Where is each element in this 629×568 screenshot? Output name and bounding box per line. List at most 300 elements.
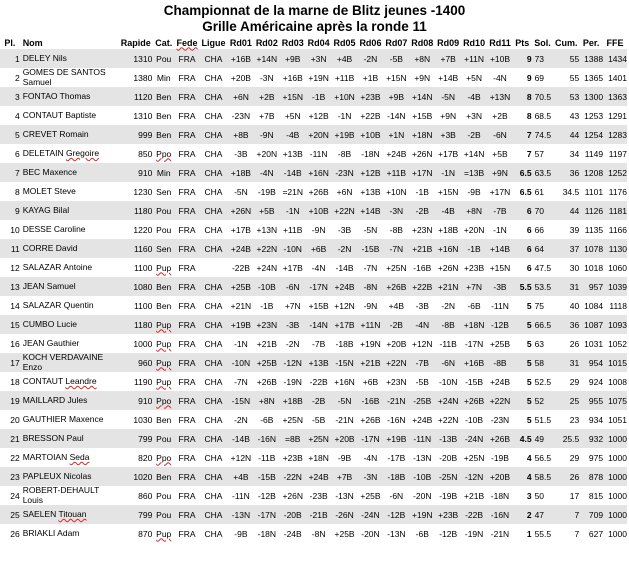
cell-round-result: +15N <box>489 262 511 273</box>
cell-pl: 17 <box>10 357 20 368</box>
cell-round-result: +8N <box>466 205 482 216</box>
cell-round-result: +25N <box>386 262 407 273</box>
cell-sol: 50 <box>534 490 545 501</box>
cell-round-result: -7N <box>363 262 378 273</box>
cell-ligue: CHA <box>204 53 223 64</box>
cell-round-result: -10N <box>231 357 251 368</box>
cell-per: 878 <box>588 471 604 482</box>
cell-round-result: +5N <box>466 72 482 83</box>
cell-round-result: +15B <box>308 300 329 311</box>
cell-round-result: +5B <box>259 205 275 216</box>
cell-round-result: +26N <box>411 148 433 159</box>
cell-fede: FRA <box>178 224 196 235</box>
cell-pl: 4 <box>14 110 20 121</box>
cell-pl: 12 <box>10 262 20 273</box>
cell-rapide: 1160 <box>134 243 153 254</box>
cell-cat: Ppo <box>156 148 172 159</box>
column-header: Pts <box>515 37 530 48</box>
cell-round-result: +26B <box>360 414 381 425</box>
cell-sol: 68.5 <box>534 110 552 121</box>
cell-round-result: -20N <box>413 490 432 501</box>
cell-fede: FRA <box>178 300 196 311</box>
cell-pl: 23 <box>10 471 20 482</box>
table-row <box>0 144 627 163</box>
cell-round-result: +8N <box>258 395 275 406</box>
cell-ffe: 1118 <box>609 300 627 311</box>
cell-nom: JEAN Gauthier <box>22 337 80 348</box>
table-row <box>0 429 627 448</box>
cell-round-result: +23B <box>360 91 381 102</box>
cell-round-result: +3N <box>310 53 327 64</box>
cell-pts: 6 <box>526 262 532 273</box>
cell-ffe: 1000 <box>608 433 627 444</box>
cell-rapide: 870 <box>138 528 153 539</box>
cell-sol: 74.5 <box>534 129 552 140</box>
cell-ligue: CHA <box>204 243 223 254</box>
cell-ffe: 1176 <box>608 186 627 197</box>
cell-round-result: +10N <box>386 186 407 197</box>
cell-cum: 44 <box>569 129 580 140</box>
cell-rapide: 999 <box>138 129 153 140</box>
cell-cat: Min <box>156 167 171 178</box>
cell-round-result: -7B <box>415 357 429 368</box>
cell-fede: FRA <box>178 433 196 444</box>
cell-round-result: -1B <box>260 300 274 311</box>
cell-pts: 5 <box>526 319 532 330</box>
cell-nom: GOMES DE SANTOS Samuel <box>22 68 106 87</box>
cell-round-result: +2B <box>492 110 508 121</box>
cell-round-result: +15N <box>437 186 459 197</box>
player-surname: CONTAUT <box>22 375 66 386</box>
cell-fede: FRA <box>178 129 196 140</box>
cell-round-result: -1N <box>493 224 507 235</box>
cell-round-result: +17N <box>411 167 433 178</box>
cell-round-result: -12N <box>464 471 484 482</box>
player-firstname: Leandre <box>65 375 97 386</box>
cell-fede: FRA <box>178 281 196 292</box>
cell-rapide: 1030 <box>133 414 153 425</box>
cell-round-result: +18B <box>282 395 303 406</box>
cell-round-result: +2B <box>259 91 275 102</box>
cell-round-result: -10B <box>465 414 484 425</box>
cell-pts: 4 <box>526 452 532 463</box>
cell-cum: 26 <box>569 338 580 349</box>
cell-round-result: -6B <box>415 528 429 539</box>
cell-round-result: +24B <box>489 376 511 387</box>
cell-fede: FRA <box>178 53 196 64</box>
cell-round-result: -14B <box>283 167 302 178</box>
cell-ffe: 1075 <box>608 395 627 406</box>
cell-pts: 4 <box>526 471 532 482</box>
cell-round-result: -14B <box>335 262 354 273</box>
cell-round-result: +20N <box>256 148 278 159</box>
cell-rapide: 1020 <box>133 471 153 482</box>
cell-round-result: -24N <box>361 509 380 520</box>
cell-round-result: -12N <box>283 357 302 368</box>
cell-round-result: -4N <box>259 167 274 178</box>
cell-round-result: -19B <box>439 490 458 501</box>
cell-round-result: -11N <box>491 300 509 311</box>
cell-cum: 34.5 <box>562 186 580 197</box>
cell-pts: 8 <box>526 91 532 102</box>
cell-cum: 30 <box>569 262 580 273</box>
cell-round-result: +25B <box>334 528 355 539</box>
cell-rapide: 850 <box>138 148 153 159</box>
cell-round-result: +12N <box>411 338 433 349</box>
cell-ffe: 1000 <box>608 528 627 539</box>
cell-round-result: +19N <box>360 338 381 349</box>
report-title: Championnat de la marne de Blitz jeunes -1400 <box>163 3 466 18</box>
cell-fede: FRA <box>178 509 196 520</box>
cell-round-result: +9B <box>388 91 405 102</box>
cell-round-result: -12B <box>257 490 276 501</box>
table-row <box>0 49 627 68</box>
cell-round-result: +16B <box>230 53 251 64</box>
cell-round-result: -22B <box>309 376 328 387</box>
cell-round-result: -5N <box>363 224 378 235</box>
cell-round-result: +16B <box>282 72 303 83</box>
column-header: Rd09 <box>437 37 460 48</box>
cell-round-result: +20B <box>334 433 355 444</box>
cell-sol: 58.5 <box>534 471 552 482</box>
cell-fede: FRA <box>178 91 196 102</box>
cell-round-result: -15N <box>335 357 354 368</box>
cell-round-result: +26B <box>464 395 485 406</box>
cell-round-result: +23B <box>438 509 459 520</box>
cell-round-result: -3B <box>234 148 248 159</box>
cell-fede: FRA <box>178 186 196 197</box>
table-row <box>0 410 627 429</box>
cell-pl: 21 <box>10 433 20 444</box>
cell-ligue: CHA <box>204 338 223 349</box>
column-header: Rd05 <box>333 37 356 48</box>
cell-cum: 40 <box>569 300 580 311</box>
cell-rapide: 1120 <box>134 91 153 102</box>
cell-round-result: -11N <box>232 490 250 501</box>
cell-nom: BEC Maxence <box>22 166 78 177</box>
cell-round-result: -14B <box>231 433 250 444</box>
cell-rapide: 960 <box>138 357 153 368</box>
cell-round-result: +10B <box>360 129 381 140</box>
cell-pl: 5 <box>14 129 20 140</box>
cell-round-result: +17B <box>334 319 355 330</box>
cell-cat: Ben <box>156 281 172 292</box>
cell-fede: FRA <box>178 528 196 539</box>
column-header: Rd08 <box>411 37 434 48</box>
cell-fede: FRA <box>178 395 196 406</box>
cell-cum: 53 <box>569 91 580 102</box>
cell-round-result: -22B <box>465 509 484 520</box>
cell-round-result: -3B <box>493 281 507 292</box>
cell-round-result: -24B <box>283 528 302 539</box>
cell-sol: 61 <box>534 186 545 197</box>
cell-round-result: +1N <box>388 129 405 140</box>
cell-rapide: 1380 <box>133 72 153 83</box>
cell-round-result: +20N <box>308 129 329 140</box>
cell-nom <box>20 505 119 524</box>
cell-round-result: +15N <box>282 91 304 102</box>
report-subtitle: Grille Américaine après la ronde 11 <box>202 19 427 34</box>
cell-pl: 10 <box>10 224 20 235</box>
cell-round-result: +9N <box>440 110 457 121</box>
cell-round-result: +6B <box>362 376 379 387</box>
table-row <box>0 239 627 258</box>
cell-nom: BRIAKLI Adam <box>22 527 80 538</box>
cell-sol: 53.5 <box>534 281 552 292</box>
cell-round-result: -4N <box>493 72 507 83</box>
cell-round-result: -21N <box>490 528 510 539</box>
cell-round-result: +7B <box>259 110 275 121</box>
cell-round-result: -1B <box>415 186 429 197</box>
cell-sol: 52 <box>534 395 545 406</box>
cell-round-result: +17B <box>438 148 459 159</box>
cell-pts: 3 <box>526 490 532 501</box>
cell-round-result: +3B <box>440 129 456 140</box>
cell-cat: Pup <box>156 357 172 368</box>
cell-ligue: CHA <box>204 433 223 444</box>
cell-round-result: -13N <box>335 490 354 501</box>
cell-round-result: +13N <box>256 224 278 235</box>
cell-round-result: -3N <box>363 471 378 482</box>
cell-round-result: +11N <box>464 53 485 64</box>
cell-round-result: -4B <box>467 91 481 102</box>
cell-round-result: -7B <box>312 338 326 349</box>
cell-ligue: CHA <box>204 129 223 140</box>
cell-cat: Ben <box>156 414 172 425</box>
cell-round-result: +18N <box>308 452 329 463</box>
cell-round-result: -5B <box>312 414 326 425</box>
cell-round-result: -16N <box>490 509 510 520</box>
cell-per: 1300 <box>584 91 604 102</box>
cell-cum: 43 <box>569 110 580 121</box>
cell-round-result: +12B <box>308 110 329 121</box>
cell-round-result: -15B <box>257 471 276 482</box>
table-row <box>0 448 627 467</box>
cell-pts: 1 <box>526 528 532 539</box>
cell-round-result: -21N <box>335 414 354 425</box>
cell-ligue: CHA <box>204 319 223 330</box>
cell-cum: 55 <box>569 53 580 64</box>
cell-ffe: 1008 <box>608 376 627 387</box>
cell-round-result: -25N <box>438 471 458 482</box>
table-row <box>0 296 627 315</box>
cell-round-result: +9B <box>285 53 301 64</box>
cell-round-result: +26B <box>489 433 511 444</box>
cell-pts: 6.5 <box>519 167 532 178</box>
cell-round-result: +12B <box>360 167 381 178</box>
cell-round-result: +25N <box>463 452 485 463</box>
cell-round-result: +23B <box>464 262 485 273</box>
cell-round-result: -9N <box>259 129 274 140</box>
cell-nom: KAYAG Bilal <box>22 204 70 215</box>
cell-round-result: +17B <box>282 262 303 273</box>
cell-round-result: +7B <box>336 471 353 482</box>
cell-pl: 19 <box>10 395 20 406</box>
cell-cum: 39 <box>569 224 580 235</box>
cell-per: 954 <box>588 357 604 368</box>
cell-cum: 31 <box>569 281 580 292</box>
cell-ligue: CHA <box>204 357 223 368</box>
column-header: Rd11 <box>489 37 511 48</box>
cell-ligue: CHA <box>204 414 223 425</box>
column-header: Rd07 <box>385 37 408 48</box>
cell-pts: 9 <box>526 53 532 64</box>
cell-sol: 75 <box>534 300 545 311</box>
cell-cum: 36 <box>569 319 580 330</box>
column-header: Rd02 <box>255 37 278 48</box>
cell-pts: 5 <box>526 376 532 387</box>
cell-round-result: =8B <box>285 433 301 444</box>
cell-round-result: -21B <box>309 509 328 520</box>
column-header: Cat. <box>155 37 173 48</box>
cell-fede: FRA <box>178 243 196 254</box>
cell-ffe: 1000 <box>608 471 627 482</box>
cell-round-result: -3N <box>259 72 274 83</box>
cell-round-result: +5B <box>492 148 508 159</box>
cell-cat: Pup <box>156 376 172 387</box>
cell-sol: 57 <box>534 148 545 159</box>
table-row <box>0 182 627 201</box>
cell-round-result: -16B <box>413 262 432 273</box>
column-header: Ligue <box>201 37 226 48</box>
cell-fede: FRA <box>178 490 196 501</box>
cell-round-result: +7B <box>440 53 456 64</box>
cell-cum: 55 <box>569 72 580 83</box>
cell-round-result: +11N <box>360 319 381 330</box>
column-header: Rd01 <box>229 37 252 48</box>
cell-per: 932 <box>588 433 604 444</box>
cell-rapide: 910 <box>138 395 153 406</box>
cell-cat: Ben <box>156 300 172 311</box>
cell-ligue: CHA <box>204 528 223 539</box>
cell-round-result: -10B <box>413 471 432 482</box>
cell-ffe: 1000 <box>608 509 627 520</box>
column-header: Sol. <box>534 37 551 48</box>
cell-round-result: +24N <box>437 395 459 406</box>
cell-round-result: +6B <box>310 243 327 254</box>
cell-round-result: -10N <box>438 376 458 387</box>
cell-round-result: +19N <box>308 72 329 83</box>
cell-ligue: CHA <box>204 72 223 83</box>
column-header: Rapide <box>120 37 151 48</box>
cell-fede: FRA <box>178 471 196 482</box>
cell-cat: Ben <box>156 471 172 482</box>
standings-table <box>0 36 627 543</box>
cell-cum: 31 <box>569 357 580 368</box>
cell-pts: 5 <box>526 414 532 425</box>
cell-pl: 9 <box>14 205 20 216</box>
cell-sol: 66.5 <box>534 319 552 330</box>
cell-pl: 26 <box>10 528 20 539</box>
cell-pl: 6 <box>14 148 20 159</box>
table-row <box>0 524 627 543</box>
cell-round-result: +25N <box>282 414 304 425</box>
cell-round-result: +25B <box>256 357 277 368</box>
cell-round-result: +21B <box>412 243 433 254</box>
cell-ligue: CHA <box>204 376 223 387</box>
cell-round-result: -5N <box>337 395 352 406</box>
cell-per: 1031 <box>584 338 604 349</box>
cell-cat: Pou <box>156 53 172 64</box>
cell-rapide: 1180 <box>134 319 153 330</box>
cell-cat: Pou <box>156 224 172 235</box>
cell-round-result: +16B <box>464 357 485 368</box>
cell-round-result: -5N <box>234 186 248 197</box>
cell-round-result: +11B <box>386 167 407 178</box>
cell-round-result: -11N <box>309 148 328 159</box>
cell-ffe: 1363 <box>608 91 627 102</box>
cell-ligue: CHA <box>204 110 223 121</box>
cell-pts: 6.5 <box>519 186 532 197</box>
cell-rapide: 1230 <box>133 186 153 197</box>
cell-per: 1078 <box>584 243 604 254</box>
cell-round-result: +4B <box>233 471 249 482</box>
cell-rapide: 1220 <box>133 224 153 235</box>
cell-round-result: -9B <box>234 528 248 539</box>
cell-sol: 56.5 <box>534 452 552 463</box>
cell-round-result: -2N <box>234 414 248 425</box>
player-firstname: Titouan <box>58 508 87 519</box>
table-row <box>0 353 627 372</box>
cell-round-result: +22B <box>412 281 433 292</box>
cell-round-result: +19B <box>334 129 355 140</box>
cell-sol: 70 <box>534 205 545 216</box>
cell-round-result: -18N <box>257 528 277 539</box>
cell-round-result: +18B <box>438 224 459 235</box>
column-header: Pl. <box>4 37 16 48</box>
cell-per: 975 <box>588 452 604 463</box>
cell-ffe: 1252 <box>608 167 627 178</box>
cell-cum: 36 <box>569 167 580 178</box>
cell-nom: GAUTHIER Maxence <box>22 413 104 424</box>
cell-round-result: -23N <box>231 110 251 121</box>
table-body <box>0 49 627 543</box>
cell-round-result: -21N <box>387 395 406 406</box>
cell-round-result: -2N <box>363 53 378 64</box>
cell-round-result: +8N <box>414 53 431 64</box>
cell-ligue: CHA <box>204 167 223 178</box>
cell-pl: 1 <box>14 53 20 64</box>
cell-round-result: -6N <box>389 490 404 501</box>
cell-cat: Ben <box>156 110 172 121</box>
cell-per: 924 <box>588 376 604 387</box>
player-firstname: Gregoire <box>65 147 100 158</box>
cell-round-result: -11N <box>413 433 432 444</box>
cell-round-result: +22N <box>256 243 278 254</box>
cell-round-result: -1B <box>467 243 481 254</box>
cell-round-result: -5B <box>415 376 429 387</box>
cell-round-result: -3B <box>286 319 300 330</box>
cell-round-result: -18B <box>335 338 354 349</box>
cell-round-result: -2N <box>285 338 300 349</box>
cell-round-result: -20B <box>283 509 302 520</box>
cell-per: 1253 <box>584 110 604 121</box>
cell-round-result: +25B <box>360 490 381 501</box>
cell-round-result: +26N <box>437 262 459 273</box>
column-header: Fede <box>176 37 198 48</box>
cell-round-result: +13B <box>360 186 381 197</box>
column-header: Nom <box>22 37 43 48</box>
table-row <box>0 68 627 87</box>
cell-per: 1365 <box>584 72 604 83</box>
cell-per: 957 <box>588 281 604 292</box>
column-header: Rd10 <box>463 37 486 48</box>
cell-round-result: -7N <box>234 376 248 387</box>
cell-pts: 9 <box>526 72 532 83</box>
cell-round-result: -7B <box>493 205 507 216</box>
cell-fede: FRA <box>178 452 196 463</box>
cell-nom: MAILLARD Jules <box>22 394 88 405</box>
